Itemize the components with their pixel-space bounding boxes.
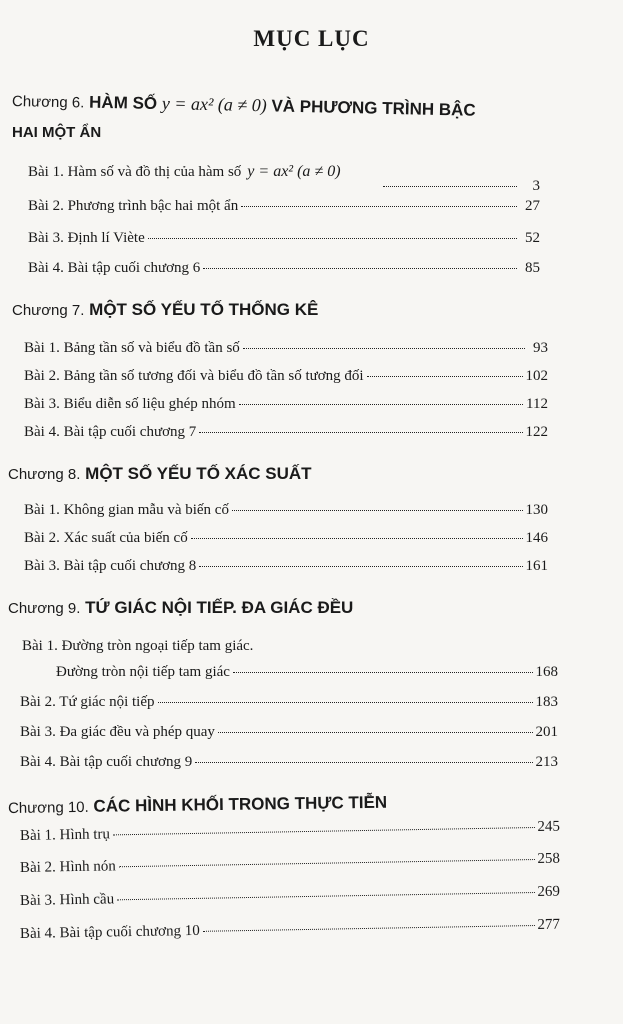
toc-entry-page: 85 (525, 260, 540, 276)
toc-entry-label: Bài 1. Bảng tần số và biểu đồ tần số (24, 340, 240, 356)
dot-leader (158, 702, 533, 703)
toc-entry-page: 102 (525, 368, 548, 384)
toc-entry[interactable] (20, 754, 558, 771)
dot-leader (203, 925, 535, 932)
toc-entry-page-line[interactable] (380, 178, 540, 195)
dot-leader (243, 348, 525, 349)
page-title: MỤC LỤC (253, 26, 370, 51)
dot-leader (195, 762, 532, 763)
dot-leader (119, 859, 535, 867)
toc-entry-formula: y = ax² (a ≠ 0) (247, 163, 341, 180)
chapter-6-title: HÀM SỐ (88, 92, 158, 114)
toc-entry-label: Bài 2. Bảng tần số tương đối và biểu đồ tần số tương đối (24, 368, 364, 384)
toc-entry-page: 122 (525, 424, 548, 440)
toc-entry[interactable] (56, 664, 558, 681)
chapter-7-label: Chương 7. (12, 302, 85, 319)
toc-entry-label: Bài 2. Hình nón (19, 858, 116, 876)
dot-leader (233, 672, 533, 673)
toc-entry-label: Bài 1. Hình trụ (19, 826, 111, 844)
toc-entry[interactable] (20, 851, 560, 877)
toc-entry[interactable] (20, 884, 560, 910)
toc-entry[interactable] (24, 368, 548, 385)
dot-leader (367, 376, 523, 377)
toc-entry[interactable] (28, 260, 540, 277)
chapter-6-heading (12, 90, 476, 121)
toc-entry-page: 213 (535, 754, 558, 770)
toc-entry[interactable] (20, 724, 558, 741)
toc-entry-page: 146 (525, 530, 548, 546)
toc-entry-page: 3 (532, 178, 540, 194)
toc-entry-label: Bài 4. Bài tập cuối chương 6 (28, 260, 201, 276)
toc-entry-label: Bài 3. Biểu diễn số liệu ghép nhóm (24, 396, 236, 412)
toc-entry[interactable] (28, 198, 540, 215)
dot-leader (383, 186, 517, 187)
toc-entry-label: Bài 2. Phương trình bậc hai một ẩn (28, 198, 239, 214)
chapter-10-label: Chương 10. (7, 798, 89, 817)
toc-entry[interactable] (20, 917, 560, 943)
toc-entry-page: 269 (537, 883, 561, 900)
dot-leader (241, 206, 517, 207)
toc-entry-label: Bài 4. Bài tập cuối chương 7 (24, 424, 197, 440)
toc-entry-page: 52 (525, 230, 540, 246)
chapter-9-title: TỨ GIÁC NỘI TIẾP. ĐA GIÁC ĐỀU (85, 598, 354, 617)
dot-leader (117, 892, 534, 900)
chapter-6-formula: y = ax² (a ≠ 0) (161, 93, 267, 116)
toc-entry-page: 258 (537, 850, 561, 867)
chapter-9-label: Chương 9. (8, 600, 81, 617)
chapter-6-label: Chương 6. (11, 93, 85, 112)
toc-entry-page: 183 (535, 694, 558, 710)
toc-entry[interactable] (24, 502, 548, 519)
dot-leader (191, 538, 523, 539)
toc-entry-label: Bài 2. Xác suất của biến cố (24, 530, 188, 546)
toc-entry-label: Bài 1. Không gian mẫu và biến cố (24, 502, 229, 518)
toc-entry-label: Bài 2. Tứ giác nội tiếp (20, 694, 155, 710)
toc-entry-page: 93 (533, 340, 548, 356)
toc-entry-label[interactable]: Bài 1. Đường tròn ngoại tiếp tam giác. (22, 638, 254, 654)
chapter-9-heading (8, 598, 353, 618)
toc-entry-page: 161 (525, 558, 548, 574)
toc-entry[interactable] (24, 558, 548, 575)
dot-leader (148, 238, 517, 239)
toc-entry[interactable] (24, 424, 548, 441)
toc-entry[interactable] (24, 396, 548, 413)
dot-leader (199, 566, 522, 567)
chapter-10-heading (8, 793, 387, 818)
toc-entry-label: Bài 4. Bài tập cuối chương 9 (20, 754, 193, 770)
dot-leader (218, 732, 533, 733)
dot-leader (199, 432, 522, 433)
toc-entry-page: 277 (537, 916, 561, 933)
toc-entry-label: Bài 3. Đa giác đều và phép quay (20, 724, 215, 740)
toc-entry[interactable] (20, 819, 560, 845)
toc-entry-label: Bài 1. Hàm số và đồ thị của hàm số (28, 164, 242, 180)
chapter-8-title: MỘT SỐ YẾU TỐ XÁC SUẤT (85, 464, 312, 483)
toc-entry-page: 168 (535, 664, 558, 680)
toc-entry[interactable] (28, 230, 540, 247)
chapter-10-title: CÁC HÌNH KHỐI TRONG THỰC TIỄN (93, 792, 388, 816)
toc-entry-page: 130 (525, 502, 548, 518)
toc-entry-page: 112 (526, 396, 548, 412)
chapter-7-heading (12, 300, 318, 320)
toc-entry-label: Bài 3. Bài tập cuối chương 8 (24, 558, 197, 574)
toc-entry[interactable] (24, 340, 548, 357)
chapter-8-label: Chương 8. (8, 466, 81, 483)
toc-entry-page: 27 (525, 198, 540, 214)
toc-entry[interactable] (20, 694, 558, 711)
toc-entry-page: 201 (535, 724, 558, 740)
chapter-7-title: MỘT SỐ YẾU TỐ THỐNG KÊ (89, 300, 319, 319)
dot-leader (113, 827, 534, 835)
toc-entry-page: 245 (537, 818, 561, 835)
toc-entry-label: Bài 4. Bài tập cuối chương 10 (19, 922, 200, 942)
chapter-8-heading (8, 464, 312, 484)
toc-entry[interactable] (24, 530, 548, 547)
dot-leader (203, 268, 517, 269)
dot-leader (232, 510, 523, 511)
toc-entry-label: Bài 3. Hình cầu (19, 891, 115, 909)
toc-entry-label-line2: Đường tròn nội tiếp tam giác (56, 664, 230, 680)
chapter-6-heading-line2: HAI MỘT ẨN (12, 124, 102, 141)
dot-leader (239, 404, 523, 405)
toc-entry-label: Bài 3. Định lí Viète (28, 230, 145, 246)
chapter-6-title-rest: VÀ PHƯƠNG TRÌNH BẬC (271, 96, 476, 120)
